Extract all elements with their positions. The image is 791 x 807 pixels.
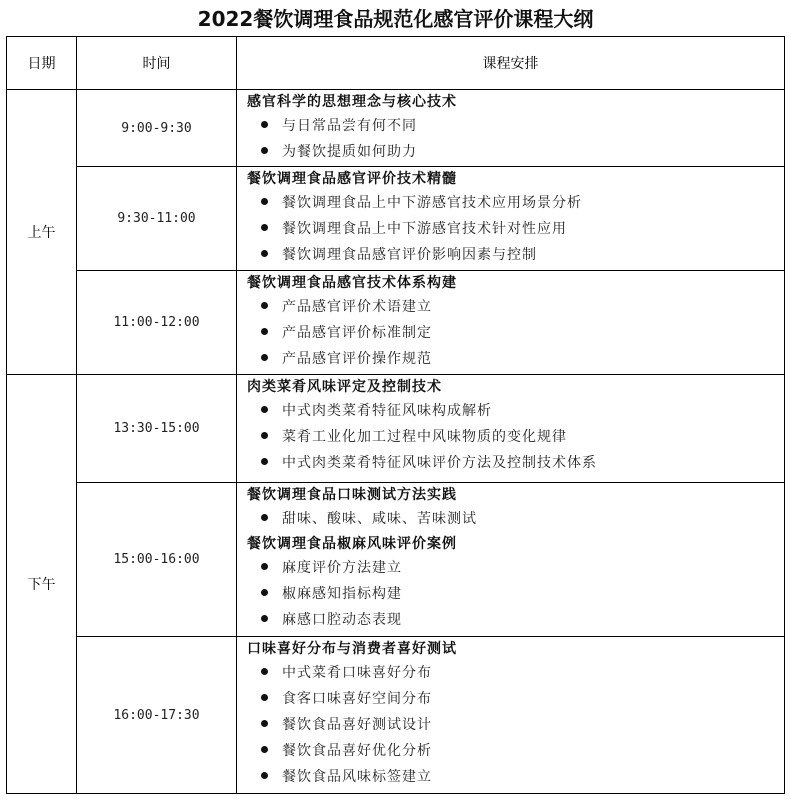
item-text: 产品感官评价操作规范 [282,351,432,367]
item-text: 中式菜肴口味喜好分布 [282,665,432,681]
bullet-icon [261,224,268,231]
list-item [247,190,784,216]
item-text: 为餐饮提质如何助力 [282,144,417,160]
bullet-icon [261,772,268,779]
item-text: 产品感官评价术语建立 [282,299,432,315]
course-items [247,190,784,268]
item-text: 餐饮调理食品上中下游感官技术应用场景分析 [282,195,582,211]
item-text: 产品感官评价标准制定 [282,325,432,341]
bullet-icon [261,302,268,309]
item-text: 菜肴工业化加工过程中风味物质的变化规律 [282,429,567,445]
course-topic: 餐饮调理食品椒麻风味评价案例 [247,536,457,552]
bullet-icon [261,198,268,205]
document-title: 2022餐饮调理食品规范化感官评价课程大纲 [197,7,594,31]
item-text: 麻度评价方法建立 [282,560,402,576]
item-text: 餐饮调理食品上中下游感官技术针对性应用 [282,221,567,237]
list-item [247,346,784,372]
table-row [7,375,785,483]
item-text: 中式肉类菜肴特征风味构成解析 [282,403,492,419]
bullet-icon [261,720,268,727]
list-item [247,216,784,242]
item-text: 餐饮调理食品感官评价影响因素与控制 [282,247,537,263]
table-header-row [7,37,785,90]
course-cell [237,375,785,483]
list-item [247,686,784,712]
list-item [247,242,784,268]
course-cell [237,637,785,794]
time-slot: 9:30-11:00 [77,167,237,271]
bullet-icon [261,406,268,413]
list-item [247,738,784,764]
course-topic: 感官科学的思想理念与核心技术 [247,94,457,110]
list-item [247,506,784,532]
item-text: 食客口味喜好空间分布 [282,691,432,707]
course-cell [237,483,785,637]
period-afternoon: 下午 [7,375,77,794]
table-row [7,167,785,271]
course-cell [237,90,785,167]
time-slot: 16:00-17:30 [77,637,237,794]
bullet-icon [261,458,268,465]
course-items [247,398,784,476]
list-item [247,660,784,686]
period-morning: 上午 [7,90,77,375]
list-item [247,294,784,320]
bullet-icon [261,694,268,701]
course-topic: 餐饮调理食品感官技术体系构建 [247,275,457,291]
list-item [247,113,784,139]
table-row [7,483,785,637]
list-item [247,555,784,581]
list-item [247,320,784,346]
item-text: 餐饮食品喜好测试设计 [282,717,432,733]
time-slot: 11:00-12:00 [77,271,237,375]
time-slot: 9:00-9:30 [77,90,237,167]
bullet-icon [261,121,268,128]
bullet-icon [261,328,268,335]
course-cell [237,271,785,375]
bullet-icon [261,563,268,570]
item-text: 甜味、酸味、咸味、苦味测试 [282,511,477,527]
item-text: 餐饮食品风味标签建立 [282,769,432,785]
course-outline-table [6,36,785,794]
bullet-icon [261,746,268,753]
item-text: 餐饮食品喜好优化分析 [282,743,432,759]
course-items [247,506,784,532]
list-item [247,607,784,633]
bullet-icon [261,615,268,622]
course-items [247,294,784,372]
bullet-icon [261,147,268,154]
course-topic: 餐饮调理食品口味测试方法实践 [247,487,457,503]
header-time: 时间 [77,37,237,90]
item-text: 麻感口腔动态表现 [282,612,402,628]
list-item [247,764,784,790]
table-row [7,90,785,167]
item-text: 椒麻感知指标构建 [282,586,402,602]
header-course: 课程安排 [237,37,785,90]
course-cell [237,167,785,271]
table-row [7,637,785,794]
item-text: 与日常品尝有何不同 [282,118,417,134]
bullet-icon [261,589,268,596]
item-text: 中式肉类菜肴特征风味评价方法及控制技术体系 [282,455,597,471]
bullet-icon [261,668,268,675]
course-topic: 肉类菜肴风味评定及控制技术 [247,379,442,395]
time-slot: 13:30-15:00 [77,375,237,483]
list-item [247,424,784,450]
list-item [247,139,784,165]
course-topic: 口味喜好分布与消费者喜好测试 [247,641,457,657]
time-slot: 15:00-16:00 [77,483,237,637]
header-date: 日期 [7,37,77,90]
bullet-icon [261,250,268,257]
list-item [247,398,784,424]
table-row [7,271,785,375]
course-topic: 餐饮调理食品感官评价技术精髓 [247,171,457,187]
course-items [247,555,784,633]
list-item [247,712,784,738]
list-item [247,581,784,607]
course-items [247,113,784,165]
bullet-icon [261,514,268,521]
bullet-icon [261,432,268,439]
list-item [247,450,784,476]
bullet-icon [261,354,268,361]
course-items [247,660,784,790]
